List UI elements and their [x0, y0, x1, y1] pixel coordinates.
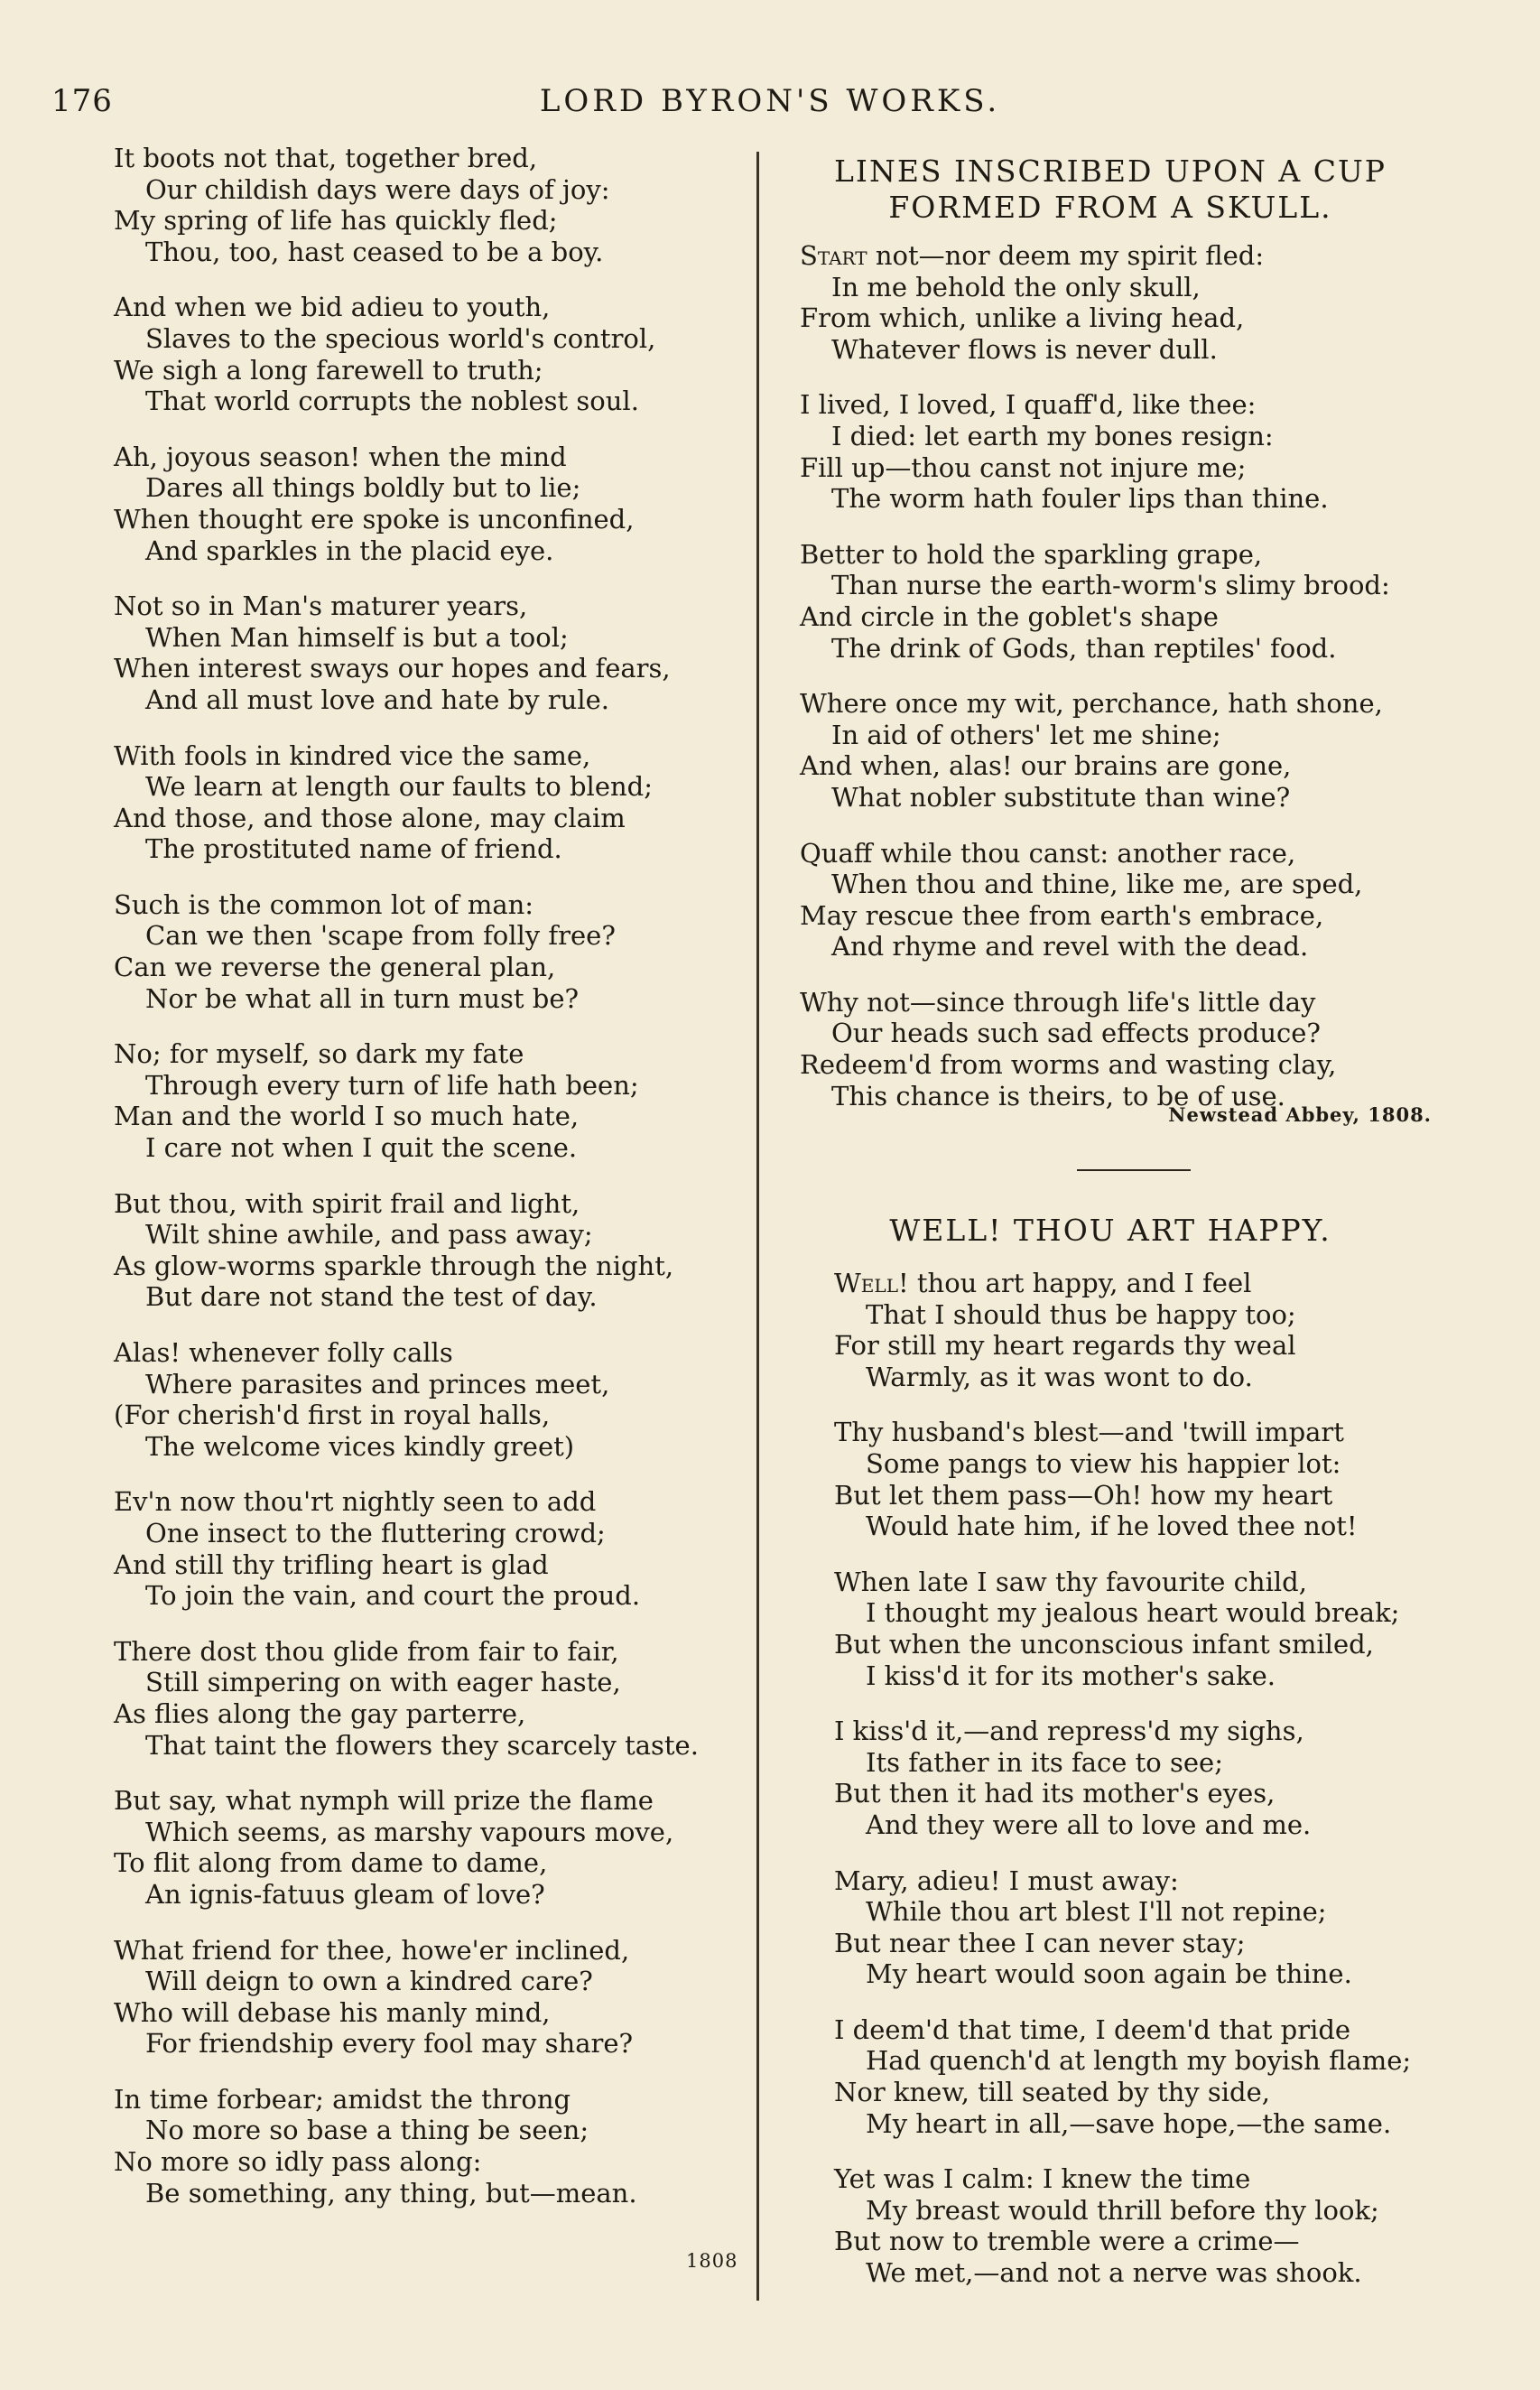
poem-line: Quaff while thou canst: another race, — [800, 837, 1296, 869]
stanza — [114, 143, 746, 267]
poem-line: One insect to the fluttering crowd; — [145, 1517, 606, 1548]
poem-line: In me behold the only skull, — [831, 271, 1201, 302]
poem-line: The welcome vices kindly greet) — [145, 1430, 575, 1462]
stanza — [114, 1636, 746, 1761]
poem-line: No; for myself, so dark my fate — [114, 1038, 524, 1070]
poem-line: Such is the common lot of man: — [114, 888, 534, 920]
poem-line: We sigh a long farewell to truth; — [114, 354, 543, 386]
first-line-rest: not—nor deem my spirit fled: — [867, 240, 1265, 271]
stanza — [114, 740, 746, 865]
stanza — [114, 1188, 746, 1313]
poem-line: We learn at length our faults to blend; — [145, 771, 653, 803]
poem-line: And still thy trifling heart is glad — [114, 1548, 549, 1580]
stanza — [114, 889, 746, 1014]
poem-line: I lived, I loved, I quaff'd, like thee: — [800, 389, 1257, 421]
poem-line: No more so idly pass along: — [114, 2146, 482, 2178]
stanza — [834, 1567, 1493, 1691]
poem-line: Its father in its face to see; — [866, 1746, 1223, 1778]
poem-line: And they were all to love and me. — [866, 1809, 1312, 1840]
poem-line: Can we reverse the general plan, — [114, 952, 556, 983]
poem-line: As flies along the gay parterre, — [114, 1697, 526, 1729]
poem-line: And all must love and hate by rule. — [145, 684, 609, 715]
poem-line: That taint the flowers they scarcely taste. — [145, 1729, 699, 1761]
drop-word: Well — [834, 1268, 898, 1298]
poem-line: Our childish days were days of joy: — [145, 173, 610, 205]
stanza — [114, 1337, 746, 1462]
poem-line: Through every turn of life hath been; — [145, 1069, 639, 1101]
stanza — [800, 539, 1459, 664]
poem-line: For still my heart regards thy weal — [834, 1330, 1296, 1362]
poem-line: I kiss'd it,—and repress'd my sighs, — [834, 1716, 1304, 1747]
section-separator — [1077, 1169, 1191, 1171]
poem-line: I deem'd that time, I deem'd that pride — [834, 2013, 1351, 2045]
stanza — [114, 591, 746, 715]
poem-line: What friend for thee, howe'er inclined, — [114, 1934, 630, 1966]
stanza — [114, 1486, 746, 1611]
poem-line: We met,—and not a nerve was shook. — [866, 2257, 1362, 2289]
stanza — [834, 1865, 1493, 1990]
poem-line: When interest sways our hopes and fears, — [114, 653, 671, 684]
poem-line: For friendship every fool may share? — [145, 2028, 634, 2060]
poem-line: To join the vain, and court the proud. — [145, 1580, 641, 1612]
poem-line: I kiss'd it for its mother's sake. — [866, 1660, 1276, 1691]
poem-line: Thou, too, hast ceased to be a boy. — [145, 236, 604, 267]
poem-line: Some pangs to view his happier lot: — [866, 1447, 1341, 1479]
poem-line: Be something, any thing, but—mean. — [145, 2177, 637, 2209]
poem-line: But thou, with spirit frail and light, — [114, 1187, 580, 1219]
poem-line: Slaves to the specious world's control, — [145, 322, 656, 354]
poem-line: But now to tremble were a crime— — [834, 2226, 1300, 2257]
stanza — [834, 1716, 1493, 1840]
poem-line: But dare not stand the test of day. — [145, 1281, 598, 1313]
poem-line: But near thee I can never stay; — [834, 1927, 1246, 1958]
poem-line: Will deign to own a kindred care? — [145, 1966, 593, 1997]
poem-line: Better to hold the sparkling grape, — [800, 538, 1263, 570]
stanza — [114, 442, 746, 566]
poem-line: But then it had its mother's eyes, — [834, 1778, 1276, 1809]
poem-line: It boots not that, together bred, — [114, 143, 538, 173]
cup-poem-place-date: Newstead Abbey, 1808. — [1168, 1103, 1432, 1126]
poem-line: But let them pass—Oh! how my heart — [834, 1479, 1333, 1511]
stanza — [800, 240, 1459, 365]
poem-line: And when, alas! our brains are gone, — [800, 750, 1292, 782]
poem-line: Where parasites and princes meet, — [145, 1368, 610, 1400]
first-line-rest: ! thou art happy, and I feel — [897, 1268, 1252, 1298]
poem-line: Alas! whenever folly calls — [114, 1337, 453, 1368]
poem-line: While thou art blest I'll not repine; — [866, 1896, 1327, 1928]
poem-line: My heart would soon again be thine. — [866, 1958, 1352, 1990]
poem-line: Nor be what all in turn must be? — [145, 982, 580, 1014]
poem-line: I thought my jealous heart would break; — [866, 1597, 1400, 1629]
poem-line: Who will debase his manly mind, — [114, 1996, 551, 2028]
cup-poem-title: LINES INSCRIBED UPON A CUP FORMED FROM A SKULL. — [834, 153, 1387, 225]
poem-line: My spring of life has quickly fled; — [114, 205, 558, 237]
poem-line: As glow-worms sparkle through the night, — [114, 1250, 674, 1281]
poem-line: Than nurse the earth-worm's slimy brood: — [831, 570, 1390, 601]
poem-line: There dost thou glide from fair to fair, — [114, 1635, 619, 1667]
stanza — [114, 2084, 746, 2209]
poem-line: Ev'n now thou'rt nightly seen to add — [114, 1486, 597, 1518]
poem-line: That I should thus be happy too; — [866, 1298, 1296, 1330]
poem-line: Still simpering on with eager haste, — [145, 1667, 621, 1698]
poem-line: May rescue thee from earth's embrace, — [800, 899, 1324, 931]
poem-line: From which, unlike a living head, — [800, 302, 1245, 334]
stanza — [834, 2014, 1493, 2139]
poem-line: Dares all things boldly but to lie; — [145, 472, 581, 504]
poem-line: Man and the world I so much hate, — [114, 1101, 580, 1132]
poem-line: The drink of Gods, than reptiles' food. — [831, 632, 1337, 664]
poem-line: Thy husband's blest—and 'twill impart — [834, 1417, 1344, 1448]
poem-line: And rhyme and revel with the dead. — [831, 931, 1309, 963]
poem-line: The prostituted name of friend. — [145, 833, 562, 865]
poem-line: This chance is theirs, to be of use. — [831, 1080, 1285, 1111]
poem-line: When thou and thine, like me, are sped, — [831, 869, 1363, 900]
poem-line: Whatever flows is never dull. — [831, 333, 1218, 365]
poem-line: In aid of others' let me shine; — [831, 719, 1221, 750]
stanza — [114, 1038, 746, 1163]
poem-line: When thought ere spoke is unconfined, — [114, 503, 635, 535]
left-poem — [114, 143, 746, 2233]
poem-line: No more so base a thing be seen; — [145, 2115, 589, 2146]
poem-line: My heart in all,—save hope,—the same. — [866, 2107, 1392, 2139]
left-poem-date: 1808 — [686, 2250, 738, 2272]
happy-poem — [834, 1268, 1493, 2313]
poem-line: Where once my wit, perchance, hath shone, — [800, 688, 1383, 720]
poem-line — [834, 1268, 1493, 1299]
poem-line: But when the unconscious infant smiled, — [834, 1628, 1374, 1660]
cup-poem — [800, 240, 1459, 1136]
poem-line — [800, 240, 1459, 272]
poem-line: Redeem'd from worms and wasting clay, — [800, 1049, 1337, 1081]
poem-line: To flit along from dame to dame, — [114, 1847, 548, 1879]
poem-line: My breast would thrill before thy look; — [866, 2194, 1379, 2226]
poem-line: But say, what nymph will prize the flame — [114, 1785, 654, 1817]
poem-line: Which seems, as marshy vapours move, — [145, 1816, 674, 1847]
stanza — [800, 987, 1459, 1111]
poem-line: Nor knew, till seated by thy side, — [834, 2077, 1270, 2108]
drop-word: Start — [800, 240, 867, 271]
poem-line: Can we then 'scape from folly free? — [145, 920, 616, 952]
poem-line: Yet was I calm: I knew the time — [834, 2163, 1251, 2195]
poem-line: Ah, joyous season! when the mind — [114, 441, 567, 472]
poem-line: An ignis-fatuus gleam of love? — [145, 1878, 545, 1910]
poem-line: And when we bid adieu to youth, — [114, 292, 551, 323]
poem-line: I died: let earth my bones resign: — [831, 420, 1274, 451]
column-divider — [756, 152, 759, 2301]
stanza — [834, 1417, 1493, 1541]
stanza — [114, 1785, 746, 1910]
poem-line: What nobler substitute than wine? — [831, 781, 1291, 813]
stanza — [800, 838, 1459, 963]
poem-line: I care not when I quit the scene. — [145, 1132, 578, 1164]
poem-line: Would hate him, if he loved thee not! — [866, 1511, 1358, 1542]
stanza — [834, 2163, 1493, 2288]
poem-line: And circle in the goblet's shape — [800, 600, 1219, 632]
poem-line: When late I saw thy favourite child, — [834, 1566, 1307, 1597]
page-number: 176 — [51, 83, 113, 119]
stanza — [114, 292, 746, 416]
poem-line: Wilt shine awhile, and pass away; — [145, 1219, 593, 1251]
poem-line: Had quench'd at length my boyish flame; — [866, 2045, 1412, 2077]
stanza — [834, 1268, 1493, 1392]
poem-line: (For cherish'd first in royal halls, — [114, 1400, 551, 1431]
poem-line: In time forbear; amidst the throng — [114, 2083, 571, 2115]
poem-line: Not so in Man's maturer years, — [114, 591, 528, 622]
poem-line: Fill up—thou canst not injure me; — [800, 451, 1247, 483]
poem-line: Warmly, as it was wont to do. — [866, 1361, 1253, 1392]
stanza — [800, 389, 1459, 514]
poem-line: The worm hath fouler lips than thine. — [831, 483, 1329, 515]
stanza — [114, 1935, 746, 2060]
happy-poem-title: WELL! THOU ART HAPPY. — [889, 1213, 1331, 1248]
poem-line: Mary, adieu! I must away: — [834, 1865, 1179, 1896]
poem-line: That world corrupts the noblest soul. — [145, 386, 639, 417]
poem-line: Our heads such sad effects produce? — [831, 1018, 1321, 1049]
poem-line: When Man himself is but a tool; — [145, 621, 569, 653]
poem-line: Why not—since through life's little day — [800, 986, 1316, 1018]
poem-line: With fools in kindred vice the same, — [114, 739, 591, 771]
poem-line: And those, and those alone, may claim — [114, 802, 626, 833]
running-title: LORD BYRON'S WORKS. — [539, 83, 1001, 119]
stanza — [800, 688, 1459, 813]
poem-line: And sparkles in the placid eye. — [145, 535, 554, 566]
